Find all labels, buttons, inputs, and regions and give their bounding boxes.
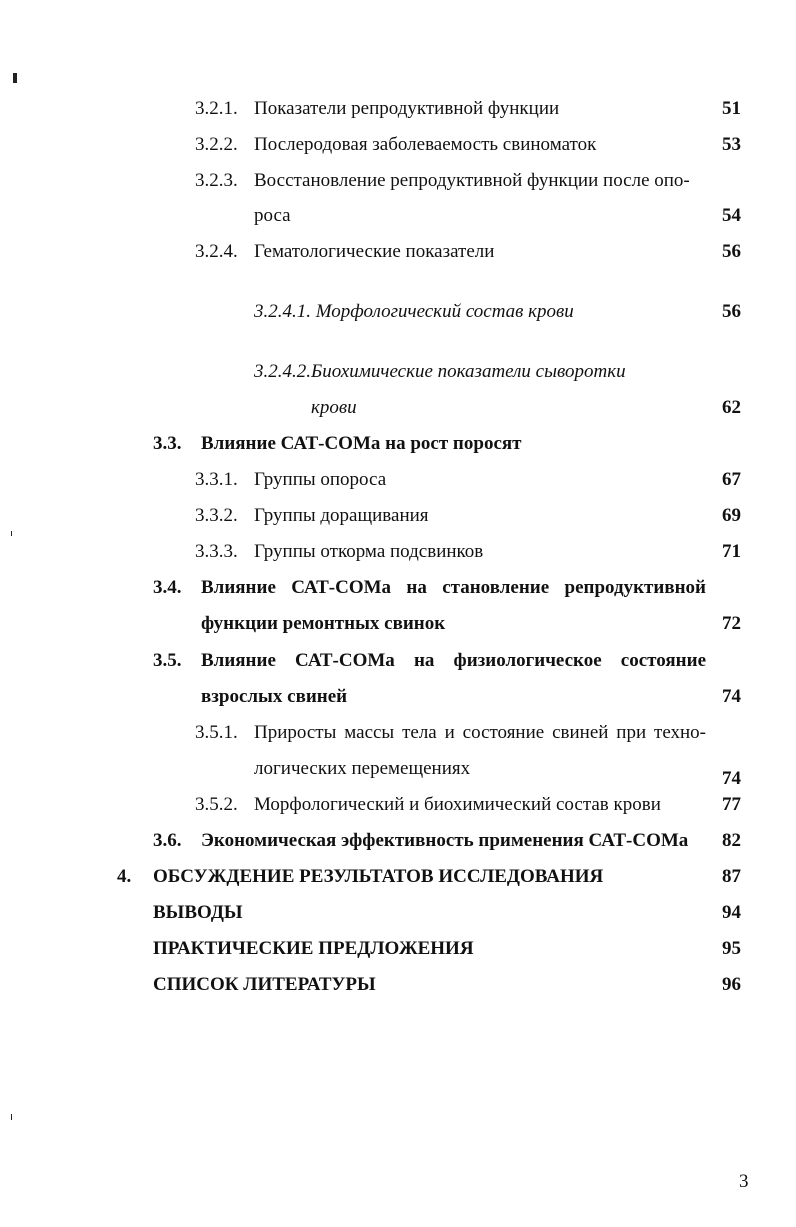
- toc-title-3-2-1: Показатели репродуктивной функции: [254, 98, 560, 119]
- toc-title-3-4-line1: Влияние САТ-СОМа на становление репродуктивной: [201, 577, 706, 598]
- toc-page-conclusions: 94: [722, 902, 741, 923]
- toc-page-3-2-4: 56: [722, 241, 741, 262]
- toc-num-3-2-1: 3.2.1.: [195, 98, 238, 119]
- toc-page-4: 87: [722, 866, 741, 887]
- toc-num-3-6: 3.6.: [153, 830, 182, 851]
- toc-title-3-3-1: Группы опороса: [254, 469, 387, 490]
- toc-title-3-2-3-line1: Восстановление репродуктивной функции после опо-: [254, 170, 690, 191]
- toc-num-3-2-2: 3.2.2.: [195, 134, 238, 155]
- toc-title-proposals: ПРАКТИЧЕСКИЕ ПРЕДЛОЖЕНИЯ: [153, 938, 474, 959]
- toc-page-3-5-1: 74: [722, 768, 741, 789]
- toc-page-3-3-2: 69: [722, 505, 741, 526]
- page-number: 3: [739, 1171, 749, 1192]
- toc-num-4: 4.: [117, 866, 132, 887]
- toc-title-3-5-1-line1: Приросты массы тела и состояние свиней при техно-: [254, 722, 706, 743]
- toc-page-3-2-1: 51: [722, 98, 741, 119]
- scan-speck: [11, 531, 12, 536]
- toc-title-3-2-4-2-line2: крови: [311, 397, 357, 418]
- toc-title-3-2-3-line2: роса: [254, 205, 291, 226]
- scan-speck: [13, 73, 17, 83]
- toc-num-3-4: 3.4.: [153, 577, 182, 598]
- toc-page-3-2-4-2: 62: [722, 397, 741, 418]
- toc-page-3-4: 72: [722, 613, 741, 634]
- toc-title-3-6: Экономическая эффективность применения САТ-СОМа: [201, 830, 689, 851]
- toc-title-3-2-4-2-line1: 3.2.4.2.Биохимические показатели сыворотки: [254, 361, 626, 382]
- toc-page-3-2-4-1: 56: [722, 301, 741, 322]
- toc-page-3-3-1: 67: [722, 469, 741, 490]
- toc-title-3-3-2: Группы доращивания: [254, 505, 429, 526]
- toc-num-3-5: 3.5.: [153, 650, 182, 671]
- toc-page-3-2-2: 53: [722, 134, 741, 155]
- toc-page-3-6: 82: [722, 830, 741, 851]
- toc-page-3-3-3: 71: [722, 541, 741, 562]
- toc-page-3-5-2: 77: [722, 794, 741, 815]
- toc-title-3-3: Влияние САТ-СОМа на рост поросят: [201, 433, 522, 454]
- toc-num-3-5-1: 3.5.1.: [195, 722, 238, 743]
- scan-speck: [11, 1114, 12, 1120]
- toc-title-3-5-2: Морфологический и биохимический состав крови: [254, 794, 661, 815]
- toc-title-3-5-1-line2: логических перемещениях: [254, 758, 471, 779]
- toc-num-3-5-2: 3.5.2.: [195, 794, 238, 815]
- toc-num-3-3-2: 3.3.2.: [195, 505, 238, 526]
- toc-title-3-4-line2: функции ремонтных свинок: [201, 613, 446, 634]
- toc-title-3-2-4-1: 3.2.4.1. Морфологический состав крови: [254, 301, 574, 322]
- toc-page-references: 96: [722, 974, 741, 995]
- toc-num-3-2-3: 3.2.3.: [195, 170, 238, 191]
- toc-title-conclusions: ВЫВОДЫ: [153, 902, 243, 923]
- toc-title-3-2-4: Гематологические показатели: [254, 241, 495, 262]
- toc-num-3-3-1: 3.3.1.: [195, 469, 238, 490]
- toc-page-3-5: 74: [722, 686, 741, 707]
- toc-num-3-3: 3.3.: [153, 433, 182, 454]
- toc-num-3-3-3: 3.3.3.: [195, 541, 238, 562]
- toc-title-3-5-line2: взрослых свиней: [201, 686, 348, 707]
- toc-title-4: ОБСУЖДЕНИЕ РЕЗУЛЬТАТОВ ИССЛЕДОВАНИЯ: [153, 866, 604, 887]
- toc-title-references: СПИСОК ЛИТЕРАТУРЫ: [153, 974, 376, 995]
- toc-num-3-2-4: 3.2.4.: [195, 241, 238, 262]
- toc-title-3-3-3: Группы откорма подсвинков: [254, 541, 484, 562]
- toc-title-3-2-2: Послеродовая заболеваемость свиноматок: [254, 134, 597, 155]
- toc-title-3-5-line1: Влияние САТ-СОМа на физиологическое состояние: [201, 650, 706, 671]
- toc-page-proposals: 95: [722, 938, 741, 959]
- toc-page-3-2-3: 54: [722, 205, 741, 226]
